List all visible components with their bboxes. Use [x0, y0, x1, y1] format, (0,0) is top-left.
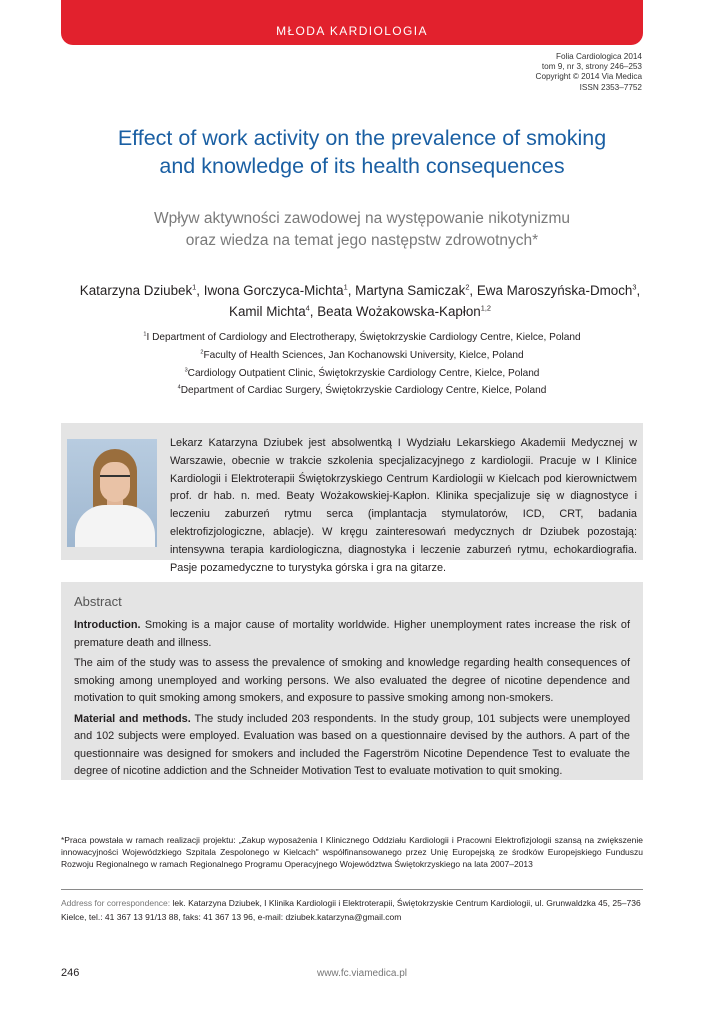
author-name: Martyna Samiczak: [355, 283, 466, 298]
author-photo: [67, 439, 157, 547]
journal-volume: tom 9, nr 3, strony 246–253: [541, 62, 642, 72]
affiliation-number: 4: [177, 385, 181, 392]
photo-coat: [75, 505, 155, 547]
article-title: [60, 124, 664, 180]
affiliation-text: Cardiology Outpatient Clinic, Świętokrzyskie Cardiology Centre, Kielce, Poland: [187, 367, 540, 379]
affiliation-item: [60, 329, 664, 347]
article-subtitle-polish: [60, 208, 664, 252]
journal-copyright: Copyright © 2014 Via Medica: [535, 72, 642, 82]
banner-label: MŁODA KARDIOLOGIA: [276, 24, 428, 38]
correspondence-text: lek. Katarzyna Dziubek, I Klinika Kardiologii i Elektroterapii, Świętokrzyskie Centrum Kardiologii, ul. Grunwaldzka 45, 25–736 Kielce, tel.: 41 367 13 91/13 88, faks: 41 367 13 96, e-mail: dziubek.katarzyna@gmail.com: [61, 898, 641, 922]
abstract-box: [61, 582, 643, 780]
author-bio-text: Lekarz Katarzyna Dziubek jest absolwentką I Wydziału Lekarskiego Akademii Medycznej w Warszawie, obecnie w trakcie szkolenia specjalizacyjnego z kardiologii. Pracuje w I Klinice Kardiologii i Elektroterapii Świętokrzyskiego Centrum Kardiologii w Kielcach pod kierownictwem prof. dr hab. n. med. Beaty Wożakowskiej-Kapłon. Klinika specjalizuje się w diagnostyce i leczeniu zaburzeń rytmu serca (implantacja stymulatorów, ICD, CRT, badania elektrofizjologiczne, ablacje). W kręgu zainteresowań medycznych dr Dziubek pozostają: intensywna terapia kardiologiczna, diagnostyka i leczenie zaburzeń rytmu, echokardiografia. Pasje pozamedyczne to turystyka górska i gra na gitarze.: [170, 437, 637, 574]
introduction-label: Introduction.: [74, 619, 141, 631]
introduction-text: Smoking is a major cause of mortality worldwide. Higher unemployment rates increase the risk of premature death and illness.: [74, 619, 630, 649]
photo-glasses: [100, 475, 130, 483]
author-affiliation-mark: 1: [192, 282, 197, 292]
author-affiliation-mark: 2: [465, 282, 470, 292]
author-name: Beata Wożakowska-Kapłon: [317, 303, 481, 319]
journal-section-banner: [61, 0, 643, 45]
author-affiliation-mark: 1: [343, 282, 348, 292]
affiliation-number: 3: [184, 367, 188, 374]
funding-footnote: *Praca powstała w ramach realizacji projektu: „Zakup wyposażenia I Klinicznego Oddziału Kardiologii i Pracowni Elektrofizjologii szansą na zwiększenie innowacyjności Wojewódzkiego Szpitala Zespolonego w Kielcach" współfinansowanego przez Unię Europejską ze środków Europejskiego Funduszu Rozwoju Regionalnego w ramach Regionalnego Programu Operacyjnego Województwa Świętokrzyskiego na lata 2007–2013: [61, 835, 643, 869]
author-name: Ewa Maroszyńska-Dmoch: [476, 283, 633, 298]
author-affiliation-mark: 3: [632, 282, 637, 292]
abstract-methods: [74, 711, 630, 781]
author-name: Katarzyna Dziubek: [79, 283, 193, 298]
author-name: Iwona Gorczyca-Michta: [203, 283, 344, 298]
author-name: Kamil Michta: [229, 303, 306, 319]
author-line-2: [58, 302, 662, 323]
affiliation-text: I Department of Cardiology and Electrotherapy, Świętokrzyskie Cardiology Centre, Kielce, Poland: [146, 332, 581, 343]
author-affiliation-mark: 1,2: [480, 303, 491, 313]
journal-issn: ISSN 2353–7752: [579, 82, 642, 92]
abstract-introduction: [74, 617, 630, 652]
affiliation-item: [60, 365, 664, 383]
author-bio-box: [61, 423, 643, 574]
correspondence-address: [61, 896, 643, 924]
author-separator: ,: [347, 283, 356, 298]
author-list: [58, 281, 662, 322]
methods-label: Material and methods.: [74, 712, 191, 725]
journal-citation-info: [442, 52, 642, 93]
author-affiliation-mark: 4: [305, 303, 310, 313]
abstract-body: [74, 617, 630, 784]
author-line-1: [58, 281, 662, 302]
affiliation-item: [60, 347, 664, 365]
abstract-heading: Abstract: [74, 594, 122, 609]
affiliation-item: [60, 382, 664, 400]
journal-website-link[interactable]: www.fc.viamedica.pl: [316, 968, 408, 979]
page-number: 246: [61, 967, 80, 979]
affiliation-number: 2: [200, 349, 204, 356]
title-line-1: Effect of work activity on the prevalence of smoking: [117, 126, 607, 150]
author-separator: ,: [309, 303, 318, 319]
journal-name: Folia Cardiologica 2014: [555, 52, 642, 61]
author-separator: ,: [636, 283, 641, 298]
author-separator: ,: [469, 283, 477, 298]
subtitle-line-1: Wpływ aktywności zawodowej na występowanie nikotynizmu: [153, 210, 571, 227]
methods-text: The study included 203 respondents. In the study group, 101 subjects were unemployed and 102 subjects were employed. Evaluation was based on a questionnaire devised by the authors. A part of the questionnaire was designed for smokers and included the Fagerström Nicotine Dependence Test to evaluate the degree of nicotine addiction and the Schneider Motivation Test to evaluate motivation to quit smoking.: [74, 712, 631, 777]
affiliation-list: [60, 329, 664, 400]
affiliation-text: Department of Cardiac Surgery, Świętokrzyskie Cardiology Centre, Kielce, Poland: [180, 385, 547, 397]
title-line-2: and knowledge of its health consequences: [159, 154, 565, 178]
footnote-divider: [61, 889, 643, 890]
author-separator: ,: [196, 283, 204, 298]
affiliation-text: Faculty of Health Sciences, Jan Kochanowski University, Kielce, Poland: [203, 349, 524, 361]
correspondence-label: Address for correspondence:: [61, 898, 171, 908]
subtitle-line-2: oraz wiedza na temat jego następstw zdrowotnych*: [185, 232, 539, 249]
abstract-aim: The aim of the study was to assess the prevalence of smoking and knowledge regarding health consequences of smoking among unemployed and working persons. We also evaluated the degree of nicotine dependence and motivation to quit smoking among smokers, and exposure to passive smoking among non-smokers.: [74, 657, 630, 704]
affiliation-number: 1: [143, 331, 147, 338]
